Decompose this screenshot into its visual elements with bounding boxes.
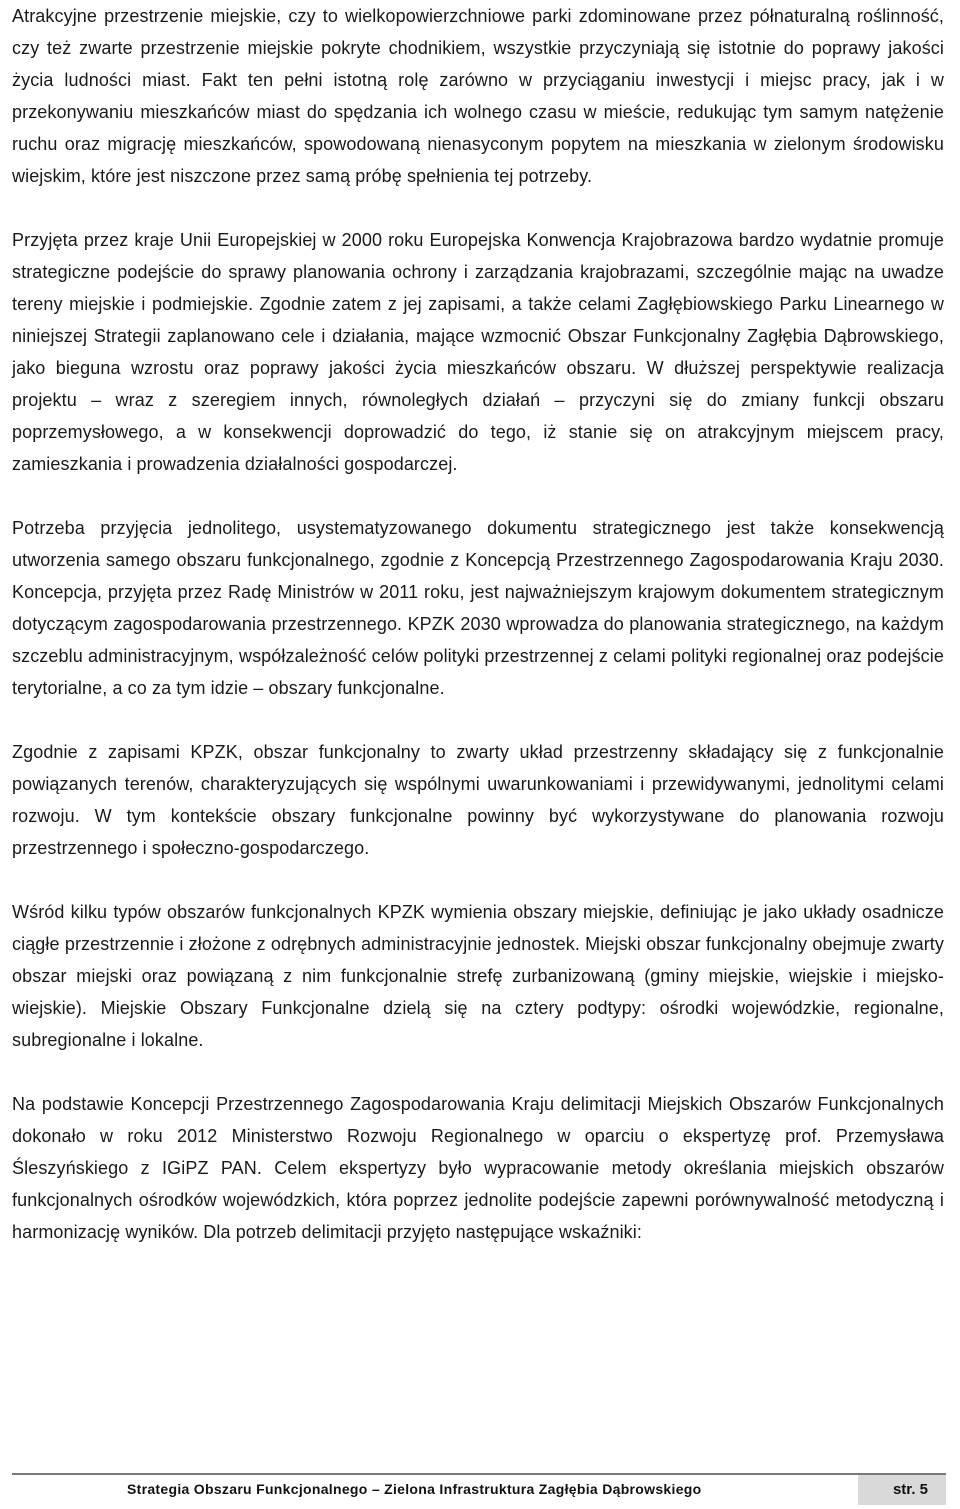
paragraph-3: Potrzeba przyjęcia jednolitego, usystematyzowanego dokumentu strategicznego jest także konsekwencją utworzenia samego obszaru funkcjonalnego, zgodnie z Koncepcją Przestrzennego Zagospodarowania Kraju 2030. Koncepcja, przyjęta przez Radę Ministrów w 2011 roku, jest najważniejszym krajowym dokumentem strategicznym dotyczącym zagospodarowania przestrzennego. KPZK 2030 wprowadza do planowania strategicznego, na każdym szczeblu administracyjnym, współzależność celów polityki przestrzennej z celami polityki regionalnej oraz podejście terytorialne, a co za tym idzie – obszary funkcjonalne. — [12, 518, 944, 698]
paragraph-6: Na podstawie Koncepcji Przestrzennego Zagospodarowania Kraju delimitacji Miejskich Obszarów Funkcjonalnych dokonało w roku 2012 Ministerstwo Rozwoju Regionalnego w oparciu o ekspertyzę prof. Przemysława Śleszyńskiego z IGiPZ PAN. Celem ekspertyzy było wypracowanie metody określania miejskich obszarów funkcjonalnych ośrodków wojewódzkich, która poprzez jednolite podejście zapewni porównywalność metodyczną i harmonizację wyników. Dla potrzeb delimitacji przyjęto następujące wskaźniki: — [12, 1094, 944, 1242]
paragraph-4: Zgodnie z zapisami KPZK, obszar funkcjonalny to zwarty układ przestrzenny składający się z funkcjonalnie powiązanych terenów, charakteryzujących się wspólnymi uwarunkowaniami i przewidywanymi, jednolitymi celami rozwoju. W tym kontekście obszary funkcjonalne powinny być wykorzystywane do planowania rozwoju przestrzennego i społeczno-gospodarczego. — [12, 742, 944, 858]
paragraph-5: Wśród kilku typów obszarów funkcjonalnych KPZK wymienia obszary miejskie, definiując je jako układy osadnicze ciągłe przestrzennie i złożone z odrębnych administracyjnie jednostek. Miejski obszar funkcjonalny obejmuje zwarty obszar miejski oraz powiązaną z nim funkcjonalnie strefę zurbanizowaną (gminy miejskie, wiejskie i miejsko-wiejskie). Miejskie Obszary Funkcjonalne dzielą się na cztery podtypy: ośrodki wojewódzkie, regionalne, subregionalne i lokalne. — [12, 902, 944, 1050]
paragraph-2: Przyjęta przez kraje Unii Europejskiej w 2000 roku Europejska Konwencja Krajobrazowa bardzo wydatnie promuje strategiczne podejście do sprawy planowania ochrony i zarządzania krajobrazami, szczególnie mając na uwadze tereny miejskie i podmiejskie. Zgodnie zatem z jej zapisami, a także celami Zagłębiowskiego Parku Linearnego w niniejszej Strategii zaplanowano cele i działania, mające wzmocnić Obszar Funkcjonalny Zagłębia Dąbrowskiego, jako bieguna wzrostu oraz poprawy jakości życia mieszkańców obszaru. W dłuższej perspektywie realizacja projektu – wraz z szeregiem innych, równoległych działań – przyczyni się do zmiany funkcji obszaru poprzemysłowego, a w konsekwencji doprowadzić do tego, iż stanie się on atrakcyjnym miejscem pracy, zamieszkania i prowadzenia działalności gospodarczej. — [12, 230, 944, 474]
paragraph-1: Atrakcyjne przestrzenie miejskie, czy to wielkopowierzchniowe parki zdominowane przez półnaturalną roślinność, czy też zwarte przestrzenie miejskie pokryte chodnikiem, wszystkie przyczyniają się istotnie do poprawy jakości życia ludności miast. Fakt ten pełni istotną rolę zarówno w przyciąganiu inwestycji i miejsc pracy, jak i w przekonywaniu mieszkańców miast do spędzania ich wolnego czasu w mieście, redukując tym samym natężenie ruchu oraz migrację mieszkańców, spowodowaną nienasyconym popytem na mieszkania w zielonym środowisku wiejskim, które jest niszczone przez samą próbę spełnienia tej potrzeby. — [12, 6, 944, 186]
page-footer — [12, 1473, 946, 1509]
footer-title: Strategia Obszaru Funkcjonalnego – Zielona Infrastruktura Zagłębia Dąbrowskiego — [127, 1481, 702, 1497]
document-body — [12, 0, 944, 1248]
page-number: str. 5 — [858, 1475, 946, 1505]
